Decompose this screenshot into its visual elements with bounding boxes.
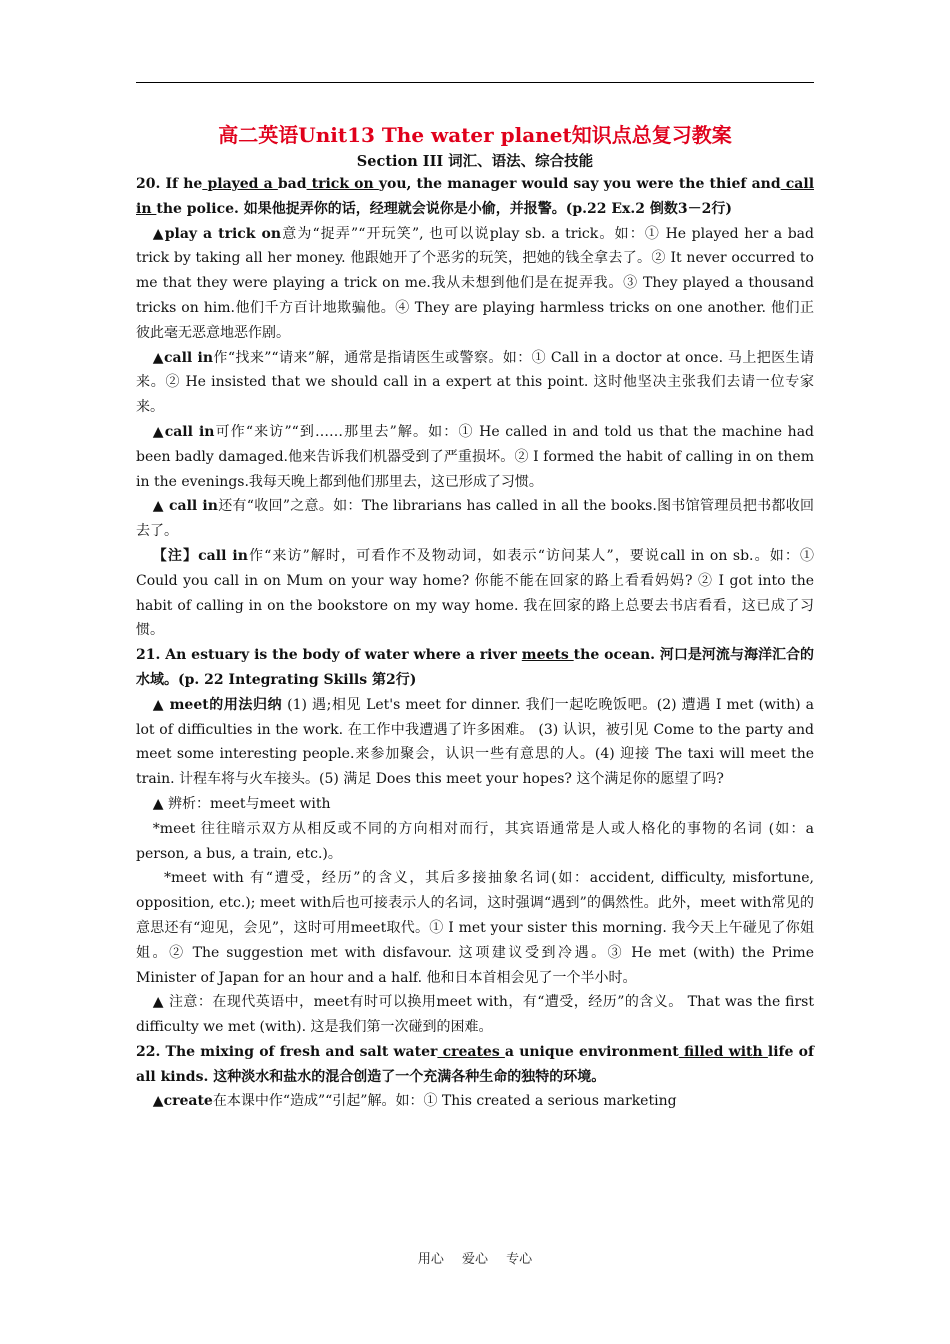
header-rule (136, 82, 814, 83)
note-meet-usage: ▲ meet的用法归纳 (1) 遇;相见 Let's meet for dinner. 我们一起吃晚饭吧。(2) 遭遇 I met (with) a lot of difficulties in the work. 在工作中我遭遇了许多困难。 (3) 认识，被引见 Come to the party and meet some interesting people.来参加聚会，认识一些有意思的人。(4) 迎接 The taxi will meet the train. 计程车将与火车接头。(5) 满足 Does this meet your hopes? 这个满足你的愿望了吗? (136, 696, 814, 788)
section-subtitle: Section III 词汇、语法、综合技能 (356, 153, 594, 170)
note-call-in-1: ▲call in作“找来”“请来”解，通常是指请医生或警察。如：① Call in a doctor at once. 马上把医生请来。② He insisted that we should call in a expert at this point. 这时他坚决主张我们去请一位专家来。 (136, 349, 814, 416)
note-meet-with-def: *meet with 有“遭受，经历”的含义，其后多接抽象名词(如：accident, difficulty, misfortune, opposition, etc.); meet with后也可接表示人的名词，这时强调“遇到”的偶然性。此外，meet with常见的意思还有“迎见，会见”，这时可用meet取代。① I met your sister this morning. 我今天上午碰见了你姐姐。② The suggestion met with disfavour. 这项建议受到冷遇。③ He met (with) the Prime Minister of Japan for an hour and a half. 他和日本首相会见了一个半小时。 (136, 870, 814, 986)
note-call-in-2: ▲call in可作“来访”“到……那里去”解。如：① He called in and told us that the machine had been badly damaged.他来告诉我们机器受到了严重损坏。② I formed the habit of calling in on them in the evenings.我每天晚上都到他们那里去，这已形成了习惯。 (136, 423, 815, 490)
note-meet-attention: ▲ 注意：在现代英语中，meet有时可以换用meet with，有“遭受，经历”的含义。 That was the first difficulty we met (with). 这是我们第一次碰到的困难。 (136, 994, 814, 1036)
note-meet-compare: ▲ 辨析：meet与meet with (152, 795, 331, 812)
note-call-in-3: ▲ call in还有“收回”之意。如：The librarians has called in all the books.图书馆管理员把书都收回去了。 (136, 498, 814, 540)
document-body (136, 118, 814, 1114)
sentence-20: 20. If he played a bad trick on you, the manager would say you were the thief and call in the police. 如果他捉弄你的话，经理就会说你是小偷，并报警。(p.22 Ex.2 倒数3－2行) (136, 176, 815, 217)
page-title: 高二英语Unit13 The water planet知识点总复习教案 (218, 123, 732, 147)
note-call-in-remark: 【注】call in作“来访”解时，可看作不及物动词，如表示“访问某人”，要说call in on sb.。如：① Could you call in on Mum on your way home? 你能不能在回家的路上看看妈妈? ② I got into the habit of calling in on the bookstore on my way home. 我在回家的路上总要去书店看看，这已成了习惯。 (136, 547, 814, 639)
page-footer: 用心 爱心 专心 (417, 1252, 533, 1267)
sentence-21: 21. An estuary is the body of water where a river meets the ocean. 河口是河流与海洋汇合的水域。(p. 22 Integrating Skills 第2行) (136, 647, 814, 688)
note-meet-def: *meet 往往暗示双方从相反或不同的方向相对而行，其宾语通常是人或人格化的事物的名词 (如：a person, a bus, a train, etc.)。 (136, 820, 814, 862)
note-play-a-trick: ▲play a trick on意为“捉弄”“开玩笑”, 也可以说play sb. a trick。如：① He played her a bad trick by taking all her money. 他跟她开了个恶劣的玩笑，把她的钱全拿去了。② It never occurred to me that they were playing a trick on me.我从未想到他们是在捉弄我。③ They played a thousand tricks on him.他们千方百计地欺骗他。④ They are playing harmless tricks on one another. 他们正彼此毫无恶意地恶作剧。 (136, 225, 814, 341)
sentence-22: 22. The mixing of fresh and salt water creates a unique environment filled with life of all kinds. 这种淡水和盐水的混合创造了一个充满各种生命的独特的环境。 (136, 1043, 814, 1085)
note-create: ▲create在本课中作“造成”“引起”解。如：① This created a serious marketing (152, 1093, 677, 1110)
